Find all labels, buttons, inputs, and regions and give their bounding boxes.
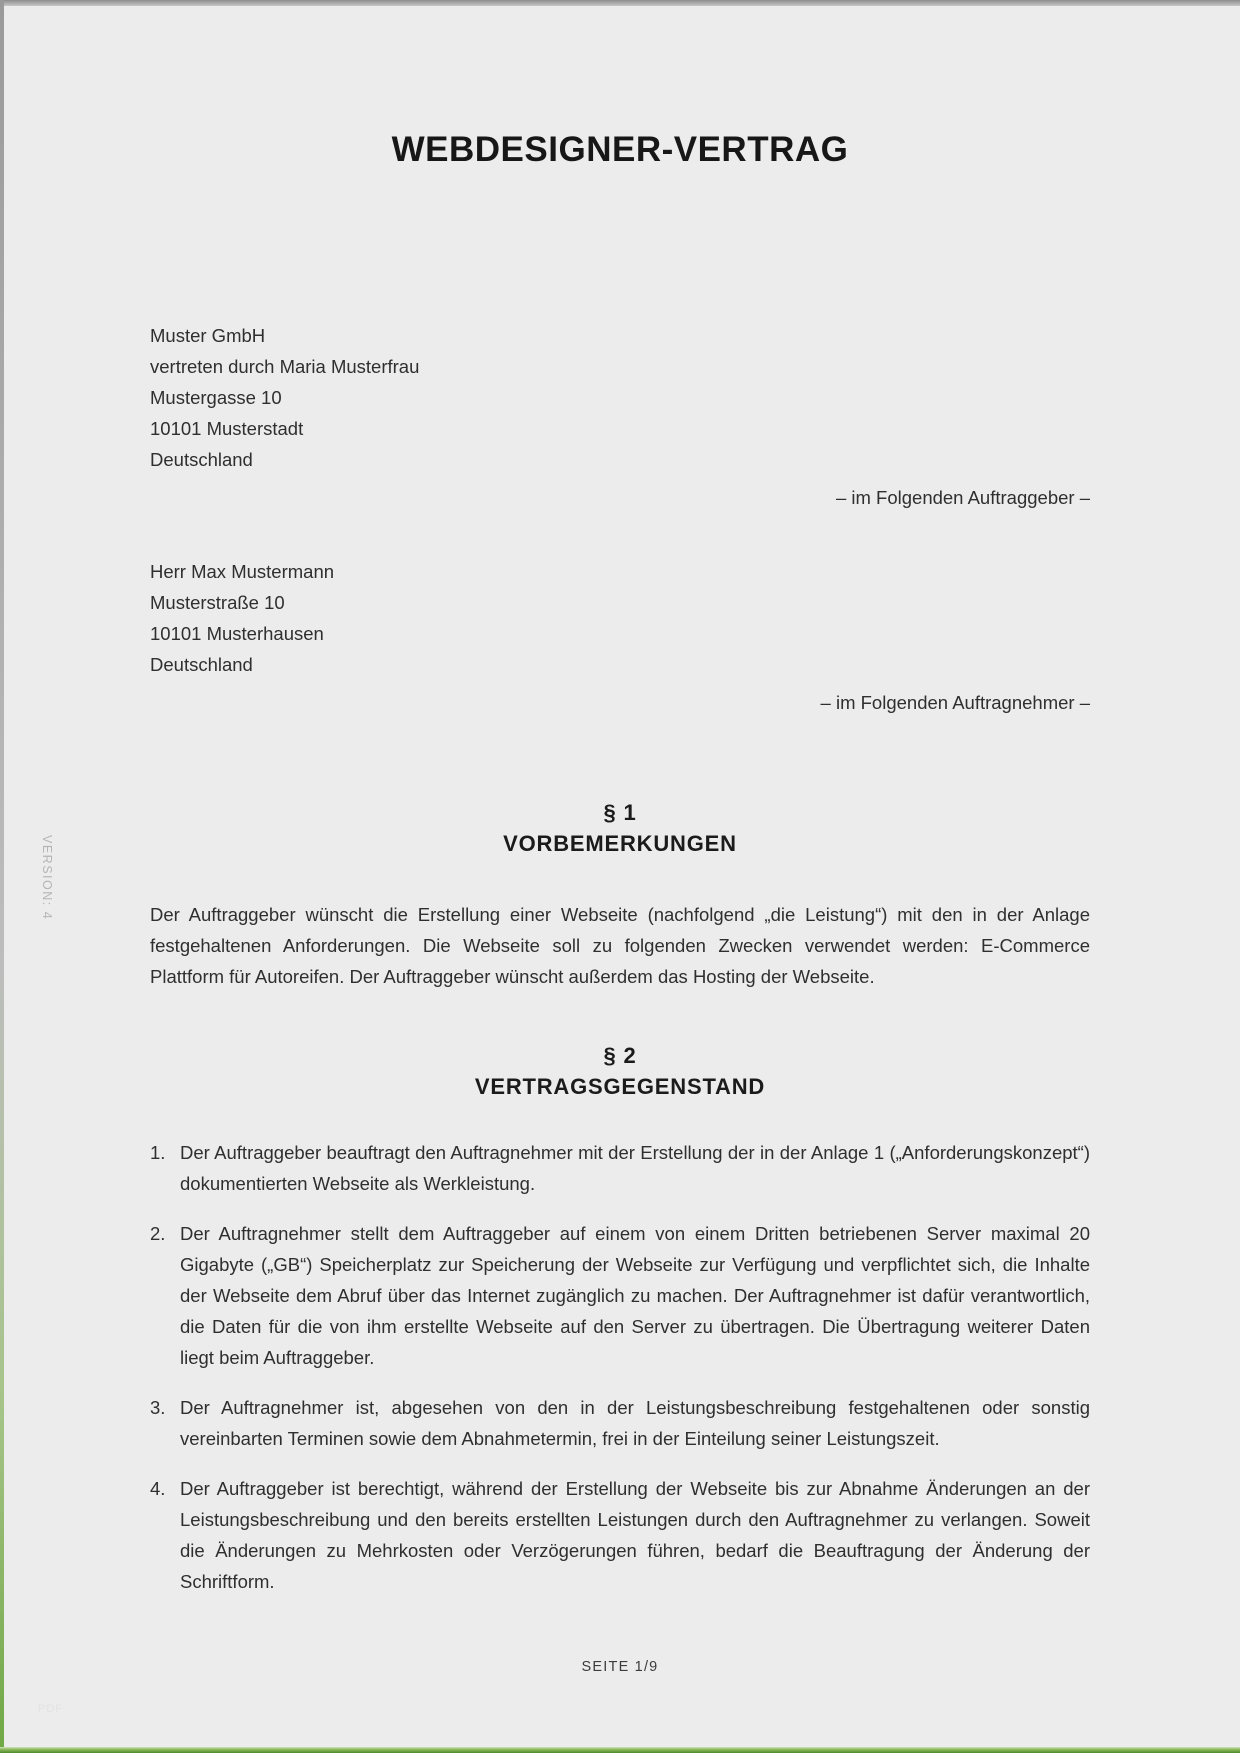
section-2-number: § 2 — [603, 1043, 637, 1068]
section-1-heading — [150, 797, 1090, 859]
clause-number: 1. — [150, 1142, 166, 1163]
page-edge-bottom — [0, 1747, 1240, 1753]
client-address-block — [150, 320, 1090, 475]
clause-text: Der Auftragnehmer ist, abgesehen von den in der Leistungsbeschreibung festgehaltenen oder sonstig vereinbarten Terminen sowie dem Abnahmetermin, frei in der Einteilung seiner Leistungszeit. — [180, 1397, 1090, 1449]
clause-text: Der Auftraggeber beauftragt den Auftragnehmer mit der Erstellung der in der Anlage 1 („Anforderungskonzept“) dokumentierten Webseite als Werkleistung. — [180, 1142, 1090, 1194]
clause-number: 2. — [150, 1223, 166, 1244]
section-1-title: VORBEMERKUNGEN — [503, 831, 737, 856]
section-2-clause-list — [150, 1137, 1090, 1597]
address-line: Herr Max Mustermann — [150, 561, 335, 582]
document-title: WEBDESIGNER-VERTRAG — [391, 130, 849, 169]
corner-watermark: PDF — [38, 1703, 63, 1715]
address-line: Deutschland — [150, 449, 253, 470]
client-designation: – im Folgenden Auftraggeber – — [835, 487, 1090, 508]
section-1-number: § 1 — [603, 800, 637, 825]
section-2-title: VERTRAGSGEGENSTAND — [474, 1074, 766, 1099]
contractor-designation: – im Folgenden Auftragnehmer – — [820, 692, 1090, 713]
clause-number: 4. — [150, 1478, 166, 1499]
address-line: Mustergasse 10 — [150, 387, 282, 408]
version-label: VERSION: 4 — [40, 835, 54, 921]
section-2-heading — [150, 1040, 1090, 1102]
page-footer: SEITE 1/9 — [581, 1659, 659, 1675]
contractor-address-block — [150, 556, 1090, 680]
address-line: 10101 Musterstadt — [150, 418, 304, 439]
clause-number: 3. — [150, 1397, 166, 1418]
clause-item — [150, 1392, 1090, 1454]
address-line: Muster GmbH — [150, 325, 266, 346]
clause-item — [150, 1137, 1090, 1199]
section-1-paragraph: Der Auftraggeber wünscht die Erstellung einer Webseite (nachfolgend „die Leistung“) mit den in der Anlage festgehaltenen Anforderungen. Die Webseite soll zu folgenden Zwecken verwendet werden: E-Commerce Plattform für Autoreifen. Der Auftraggeber wünscht außerdem das Hosting der Webseite. — [150, 904, 1090, 987]
address-line: Musterstraße 10 — [150, 592, 285, 613]
address-line: Deutschland — [150, 654, 253, 675]
address-line: 10101 Musterhausen — [150, 623, 324, 644]
address-line: vertreten durch Maria Musterfrau — [150, 356, 420, 377]
clause-text: Der Auftraggeber ist berechtigt, während der Erstellung der Webseite bis zur Abnahme Änderungen an der Leistungsbeschreibung und den bereits erstellten Leistungen durch den Auftragnehmer zu verlangen. Soweit die Änderungen zu Mehrkosten oder Verzögerungen führen, bedarf die Beauftragung der Änderung der Schriftform. — [180, 1478, 1090, 1592]
clause-item — [150, 1218, 1090, 1373]
clause-item — [150, 1473, 1090, 1597]
clause-text: Der Auftragnehmer stellt dem Auftraggeber auf einem von einem Dritten betriebenen Server maximal 20 Gigabyte („GB“) Speicherplatz zur Speicherung der Webseite zur Verfügung und verpflichtet sich, die Inhalte der Webseite dem Abruf über das Internet zugänglich zu machen. Der Auftragnehmer ist dafür verantwortlich, die Daten für die von ihm erstellte Webseite auf den Server zu übertragen. Die Übertragung weiterer Daten liegt beim Auftraggeber. — [180, 1223, 1090, 1368]
